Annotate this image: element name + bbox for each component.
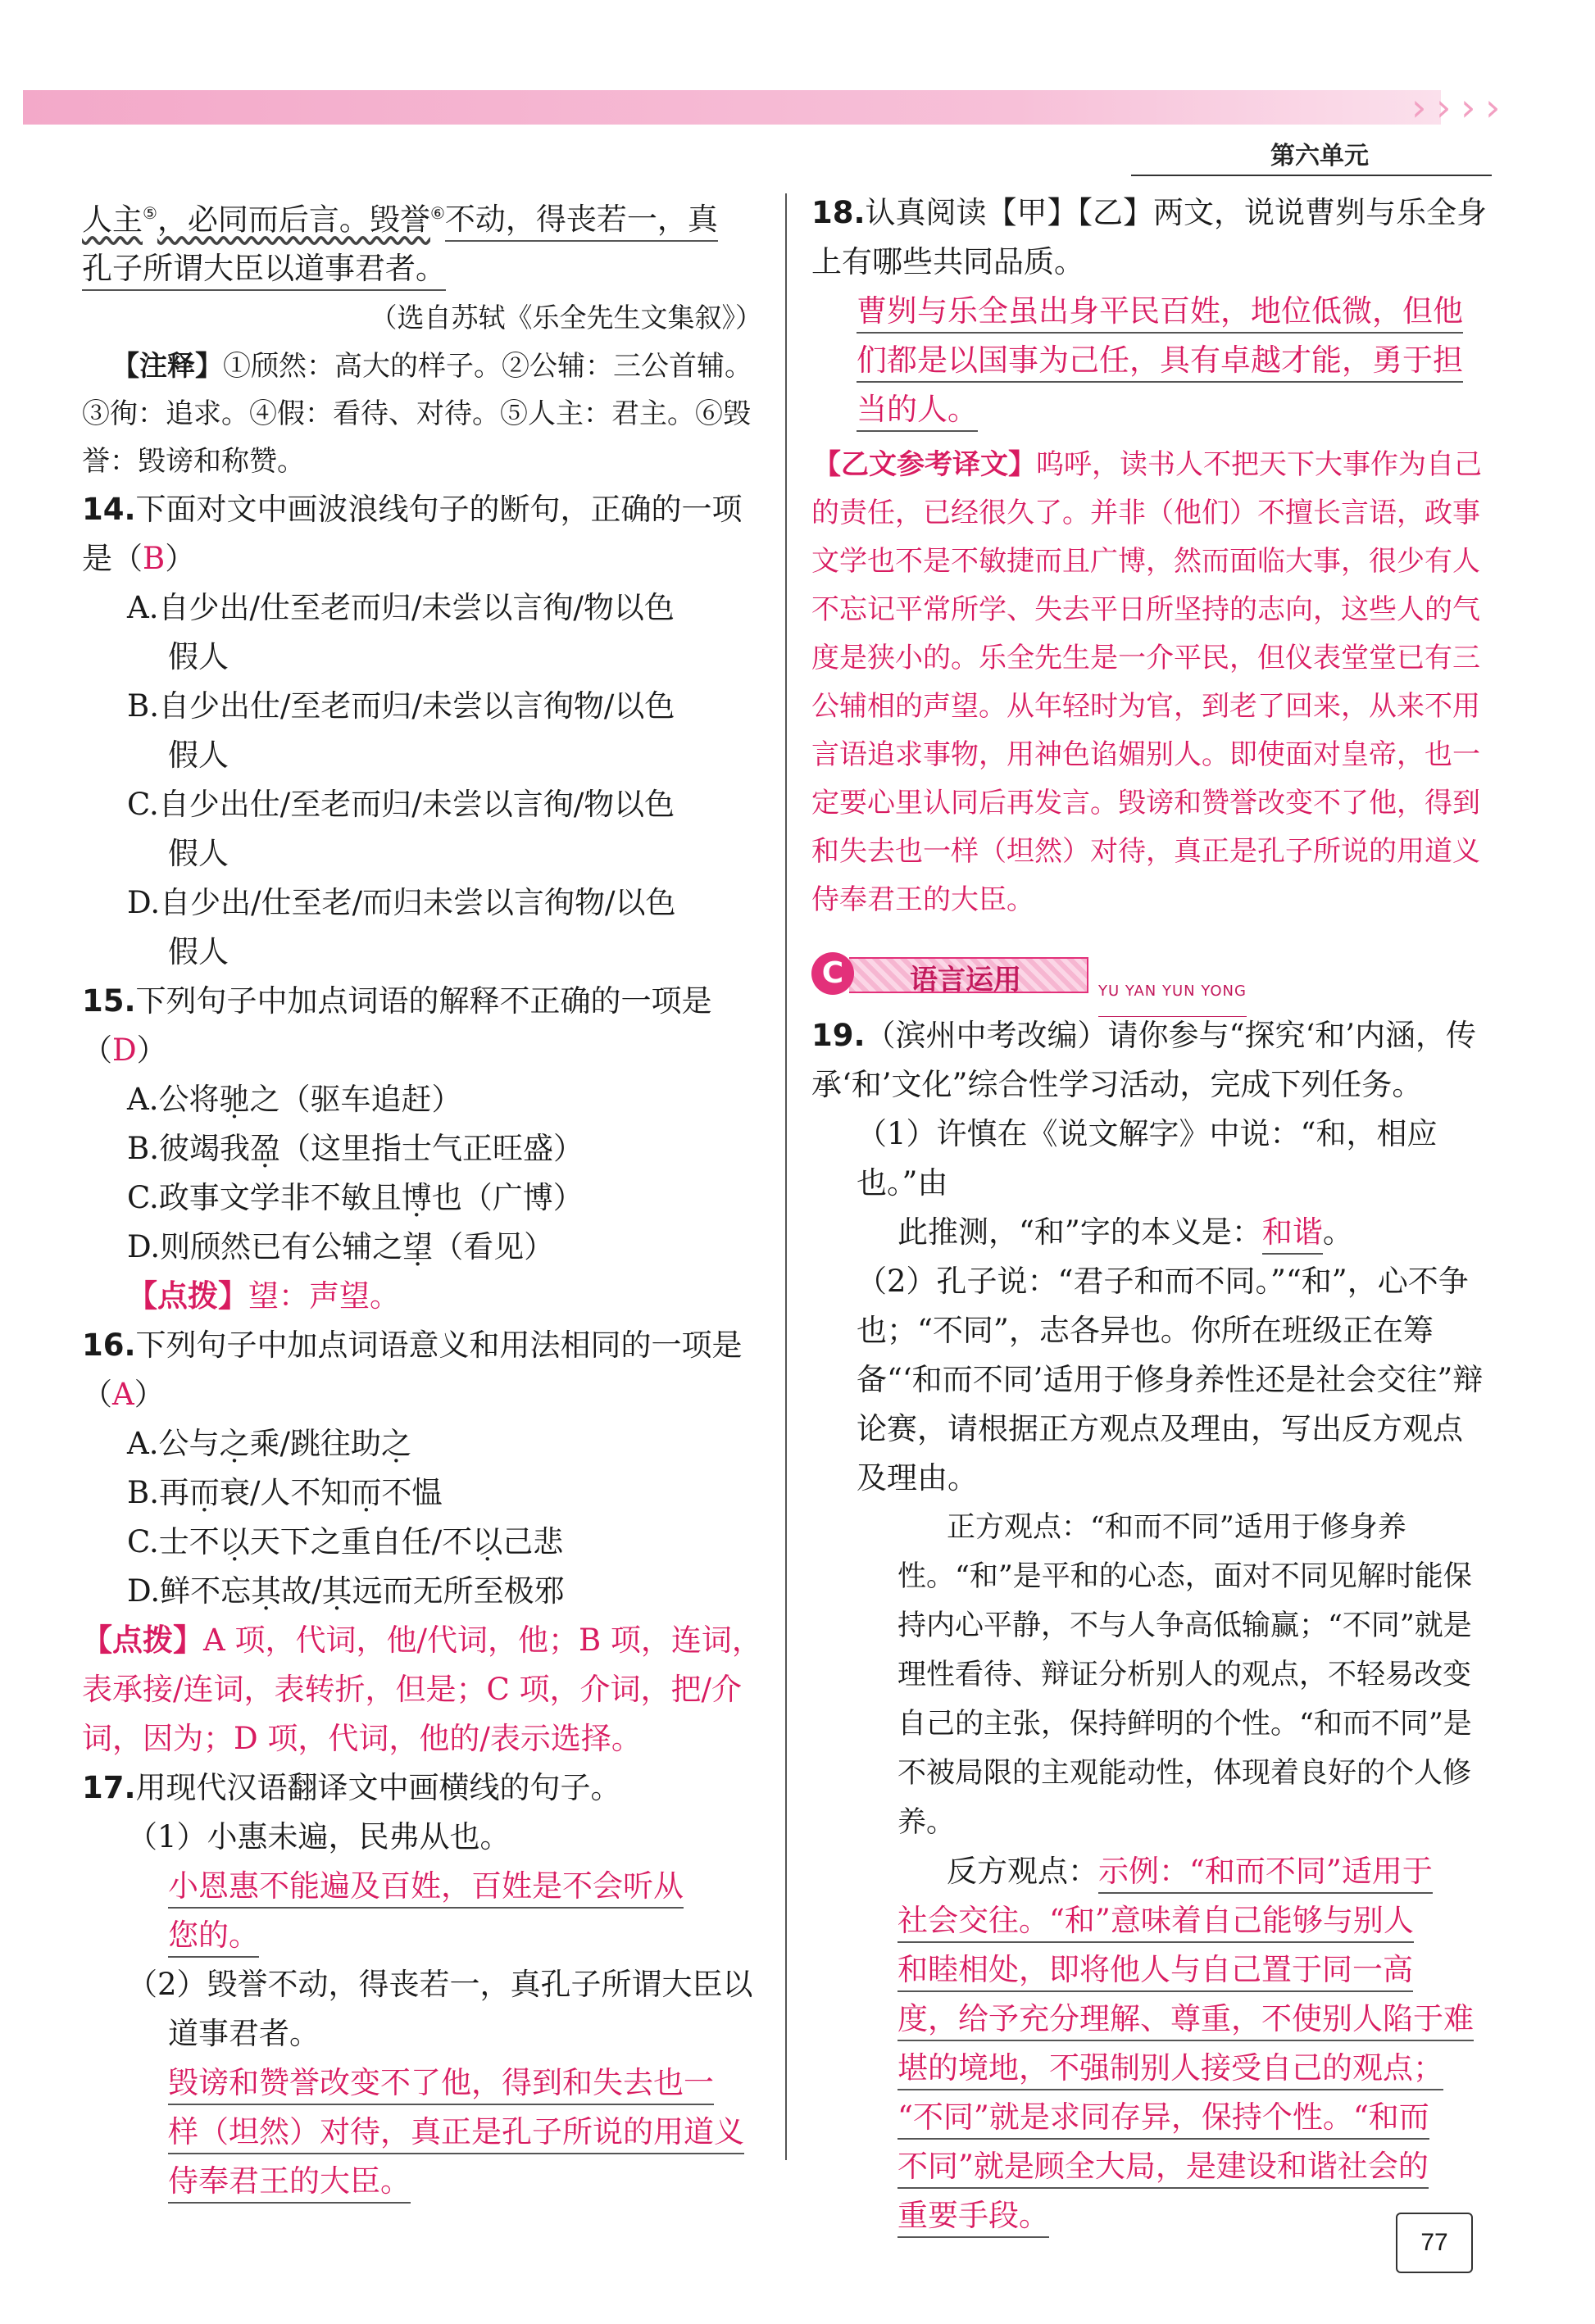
- q19-con-line: 重要手段。: [811, 2191, 1492, 2240]
- q19-con-line: 和睦相处，即将他人与自己置于同一高: [811, 1945, 1492, 1995]
- q19-con-line: 度，给予充分理解、尊重，不使别人陷于难: [811, 1995, 1492, 2044]
- q17-stem: 17.用现代汉语翻译文中画横线的句子。: [82, 1770, 621, 1806]
- q19-con-view: 反方观点：示例：“和而不同”适用于: [811, 1847, 1492, 1896]
- chevron-right-icon: ›: [1461, 85, 1476, 129]
- q15-option-b: B.彼竭我盈（这里指士气正旺盛）: [127, 1131, 584, 1167]
- q14-option-d: D.自少出/仕至老/而归未尝以言徇物/以色: [127, 885, 676, 921]
- q18-answer-cont: 们都是以国事为己任，具有卓越才能，勇于担: [811, 336, 1492, 385]
- q14-option-a-cont: 假人: [168, 639, 229, 675]
- q17-part1: （1）小惠未遍，民弗从也。: [127, 1819, 511, 1855]
- chevron-right-icon: ›: [1411, 85, 1427, 129]
- q18-answer: 曹刿与乐全虽出身平民百姓，地位低微，但他: [811, 287, 1492, 336]
- section-subtitle: YU YAN YUN YONG: [1098, 967, 1247, 1017]
- chevron-right-icon: ›: [1436, 85, 1452, 129]
- source-citation: （选自苏轼《乐全先生文集叙》）: [370, 302, 762, 334]
- translation-block: 【乙文参考译文】呜呼，读书人不把天下大事作为自己的责任，已经很久了。并非（他们）不擅长言语，政事文学也不是不敏捷而且广博，然而面临大事，很少有人不忘记平常所学、失去平日所坚持的志向，这些人的气度是狭小的。乐全先生是一介平民，但仪表堂堂已有三公辅相的声望。从年轻时为官，到老了回来，从来不用言语追求事物，用神色谄媚别人。即使面对皇帝，也一定要心里认同后再发言。毁谤和赞誉改变不了他，得到和失去也一样（坦然）对待，真正是孔子所说的用道义侍奉君王的大臣。: [811, 448, 1482, 916]
- q19-part2: （2）孔子说：“君子和而不同。”“和”，心不争也；“不同”，志各异也。你所在班级正在筹备“‘和而不同’适用于修身养性还是社会交往”辩论赛，请根据正方观点及理由，写出反方观点及理由。: [857, 1264, 1484, 1496]
- q15-stem: 15.下列句子中加点词语的解释不正确的一项是（D）: [82, 983, 712, 1069]
- q17-answer2-end: 侍奉君王的大臣。: [82, 2157, 762, 2206]
- section-language-use: [811, 949, 1492, 1000]
- unit-rule: [1131, 175, 1492, 176]
- q19-part1: （1）许慎在《说文解字》中说：“和，相应也。”由: [857, 1116, 1438, 1201]
- annotations: 【注释】①颀然：高大的样子。②公辅：三公首辅。③徇：追求。④假：看待、对待。⑤人主：君主。⑥毁誉：毁谤和称赞。: [82, 350, 752, 479]
- q15-option-d: D.则颀然已有公辅之望（看见）: [127, 1229, 555, 1265]
- q16-option-a: A.公与之乘/跳往助之: [127, 1426, 411, 1462]
- q15-hint: 【点拨】望：声望。: [127, 1278, 400, 1314]
- q15-option-c: C.政事文学非不敏且博也（广博）: [127, 1180, 584, 1216]
- q14-option-c: C.自少出仕/至老而归/未尝以言徇/物以色: [127, 787, 675, 823]
- q19-con-line: “不同”就是求同存异，保持个性。“和而: [811, 2093, 1492, 2142]
- q14-option-a: A.自少出/仕至老而归/未尝以言徇/物以色: [127, 590, 675, 626]
- section-letter-badge: C: [811, 952, 854, 995]
- q19-con-line: 不同”就是顾全大局，是建设和谐社会的: [811, 2142, 1492, 2191]
- q14-option-c-cont: 假人: [168, 836, 229, 872]
- q19-part1-cont: 此推测，“和”字的本义是：和谐。: [811, 1208, 1492, 1257]
- q17-answer2: 毁谤和赞誉改变不了他，得到和失去也一: [82, 2058, 762, 2108]
- q16-option-b: B.再而衰/人不知而不愠: [127, 1475, 443, 1511]
- unit-title: 第六单元: [1270, 142, 1369, 170]
- section-title: 语言运用: [910, 964, 1021, 996]
- q19-pro-view: 正方观点：“和而不同”适用于修身养性。“和”是平和的心态，面对不同见解时能保持内心平静，不与人争高低输赢；“不同”就是理性看待、辩证分析别人的观点，不轻易改变自己的主张，保持鲜明的个性。“和而不同”是不被局限的主观能动性，体现着良好的个人修养。: [897, 1511, 1472, 1839]
- column-divider: [785, 193, 787, 2160]
- chevron-right-icon: ›: [1485, 85, 1501, 129]
- q19-con-line: 社会交往。“和”意味着自己能够与别人: [811, 1896, 1492, 1945]
- q15-option-a: A.公将驰之（驱车追赶）: [127, 1082, 462, 1118]
- q16-option-c: C.士不以天下之重自任/不以己悲: [127, 1524, 564, 1560]
- q18-answer-end: 当的人。: [811, 385, 1492, 434]
- q17-part2: （2）毁誉不动，得丧若一，真孔子所谓大臣以: [127, 1967, 753, 2003]
- q17-answer1: 小恩惠不能遍及百姓，百姓是不会听从: [82, 1862, 762, 1911]
- q16-option-d: D.鲜不忘其故/其远而无所至极邪: [127, 1573, 565, 1609]
- left-column: [82, 188, 762, 2206]
- q16-stem: 16.下列句子中加点词语意义和用法相同的一项是（A）: [82, 1328, 743, 1413]
- q17-answer1-cont: 您的。: [82, 1911, 762, 1960]
- header-band: [23, 90, 1441, 125]
- q17-answer2-cont: 样（坦然）对待，真正是孔子所说的用道义: [82, 2108, 762, 2157]
- passage-end: 人主⑤，必同而后言。毁誉⑥不动，得丧若一，真: [82, 188, 762, 244]
- right-column: [811, 188, 1492, 2240]
- q19-stem: 19.（滨州中考改编）请你参与“探究‘和’内涵，传承‘和’文化”综合性学习活动，完成下列任务。: [811, 1018, 1476, 1102]
- page-number: 77: [1396, 2213, 1473, 2273]
- q17-part2-cont: 道事君者。: [168, 2016, 320, 2052]
- q14-option-b-cont: 假人: [168, 738, 229, 774]
- q14-option-b: B.自少出仕/至老而归/未尝以言徇物/以色: [127, 688, 675, 724]
- q14-stem: 14.下面对文中画波浪线句子的断句，正确的一项是（B）: [82, 492, 743, 577]
- q14-option-d-cont: 假人: [168, 934, 229, 970]
- q18-stem: 18.认真阅读【甲】【乙】两文，说说曹刿与乐全身上有哪些共同品质。: [811, 195, 1488, 279]
- q19-con-line: 堪的境地，不强制别人接受自己的观点；: [811, 2044, 1492, 2093]
- passage-end-2: 孔子所谓大臣以道事君者。: [82, 244, 762, 293]
- q16-hint: 【点拨】A 项，代词，他/代词，他；B 项，连词，表承接/连词，表转折，但是；C 项，介词，把/介词，因为；D 项，代词，他的/表示选择。: [82, 1623, 762, 1757]
